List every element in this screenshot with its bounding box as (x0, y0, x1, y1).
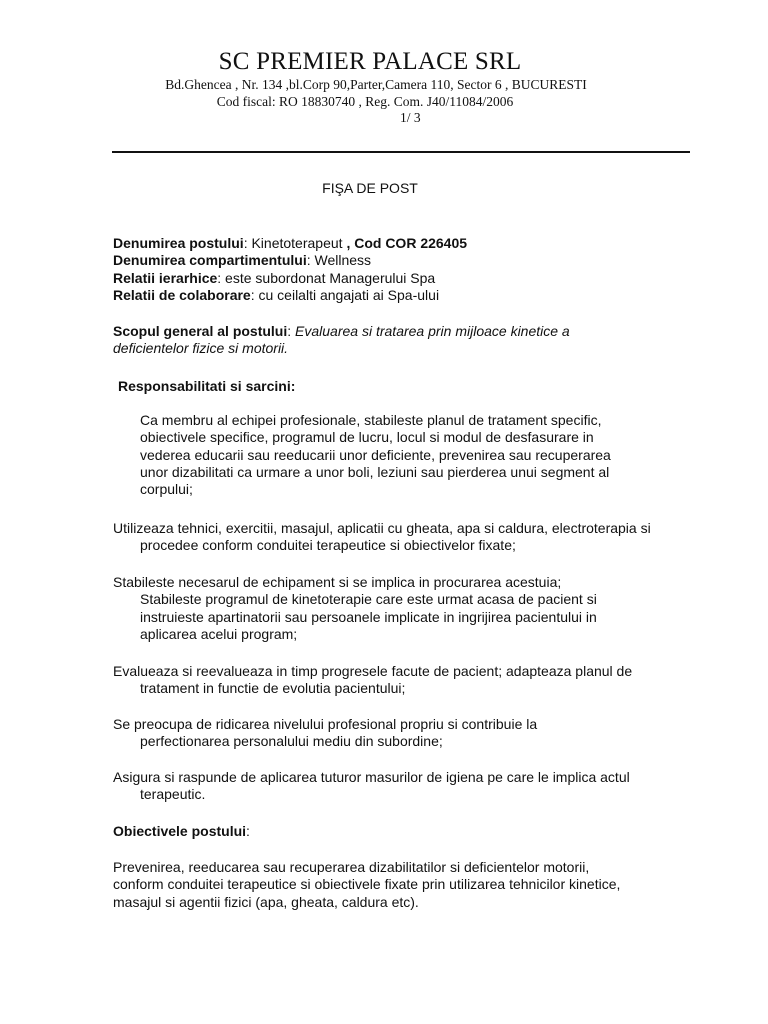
responsibility-3 (113, 574, 673, 643)
job-title-line (113, 235, 673, 252)
department-value: : Wellness (306, 252, 372, 269)
responsibility-1: Ca membru al echipei profesionale, stabileste planul de tratament specific, obiectivele specifice, programul de lucru, locul si modul de desfasurare in vederea educarii sau reeducarii unor deficiente, prevenirea sau recuperarea unor dizabilitati ca urmare a unor boli, leziuni sau pierderea unui segment al corpului; (140, 412, 611, 498)
document-title: FIŞA DE POST (322, 180, 418, 196)
collaboration-value: : cu ceilalti angajati ai Spa-ului (250, 286, 440, 303)
job-title-label: Denumirea postului (113, 235, 244, 251)
hierarchy-line (113, 270, 673, 287)
responsibility-4: Evalueaza si reevalueaza in timp progresele facute de pacient; adapteaza planul de tratament in functie de evolutia pacientului; (113, 663, 633, 697)
scope-label: Scopul general al postului (113, 323, 288, 339)
cor-code: , Cod COR 226405 (346, 235, 468, 251)
responsibility-2: Utilizeaza tehnici, exercitii, masajul, aplicatii cu gheata, apa si caldura, electroterapia si procedee conform conduitei terapeutice si obiectivelor fixate; (113, 520, 651, 554)
hierarchy-value: : este subordonat Managerului Spa (217, 269, 436, 286)
responsibility-6: Asigura si raspunde de aplicarea tuturor masurilor de igiena pe care le implica actul terapeutic. (113, 769, 630, 803)
company-name: SC PREMIER PALACE SRL (218, 48, 522, 75)
company-address: Bd.Ghencea , Nr. 134 ,bl.Corp 90,Parter,Camera 110, Sector 6 , BUCURESTI (165, 77, 587, 92)
fiscal-code: Cod fiscal: RO 18830740 , Reg. Com. J40/11084/2006 (216, 94, 514, 109)
department-line (113, 252, 673, 269)
scope-colon: : (287, 323, 296, 339)
job-title-value: : Kinetoterapeut (243, 235, 347, 251)
header-divider (112, 151, 690, 153)
responsibility-3a: Stabileste necesarul de echipament si se implica in procurarea acestuia; (113, 574, 562, 590)
department-label: Denumirea compartimentului (113, 252, 307, 269)
responsibilities-heading: Responsabilitati si sarcini: (118, 378, 296, 394)
objectives-colon: : (246, 823, 250, 839)
scope-paragraph (113, 323, 633, 358)
objectives-label: Obiectivele postului (113, 823, 247, 839)
job-fields (113, 235, 673, 304)
collaboration-line (113, 287, 673, 304)
objectives-heading (113, 823, 673, 840)
objectives-text: Prevenirea, reeducarea sau recuperarea dizabilitatilor si deficientelor motorii, conform conduitei terapeutice si obiectivele fixate prin utilizarea tehnicilor kinetice, masajul si agentii fizici (apa, gheata, caldura etc). (113, 859, 621, 910)
hierarchy-label: Relatii ierarhice (113, 269, 218, 286)
scope-value: Evaluarea si tratarea prin mijloace kinetice a deficientelor fizice si motorii. (113, 323, 570, 357)
responsibility-3b: Stabileste programul de kinetoterapie care este urmat acasa de pacient si instruieste apartinatorii sau persoanele implicate in ingrijirea pacientului in aplicarea acelui program; (140, 591, 597, 642)
collaboration-label: Relatii de colaborare (113, 286, 251, 303)
page-number: 1/ 3 (400, 110, 421, 125)
responsibility-5: Se preocupa de ridicarea nivelului profesional propriu si contribuie la perfectionarea personalului mediu din subordine; (113, 716, 538, 750)
